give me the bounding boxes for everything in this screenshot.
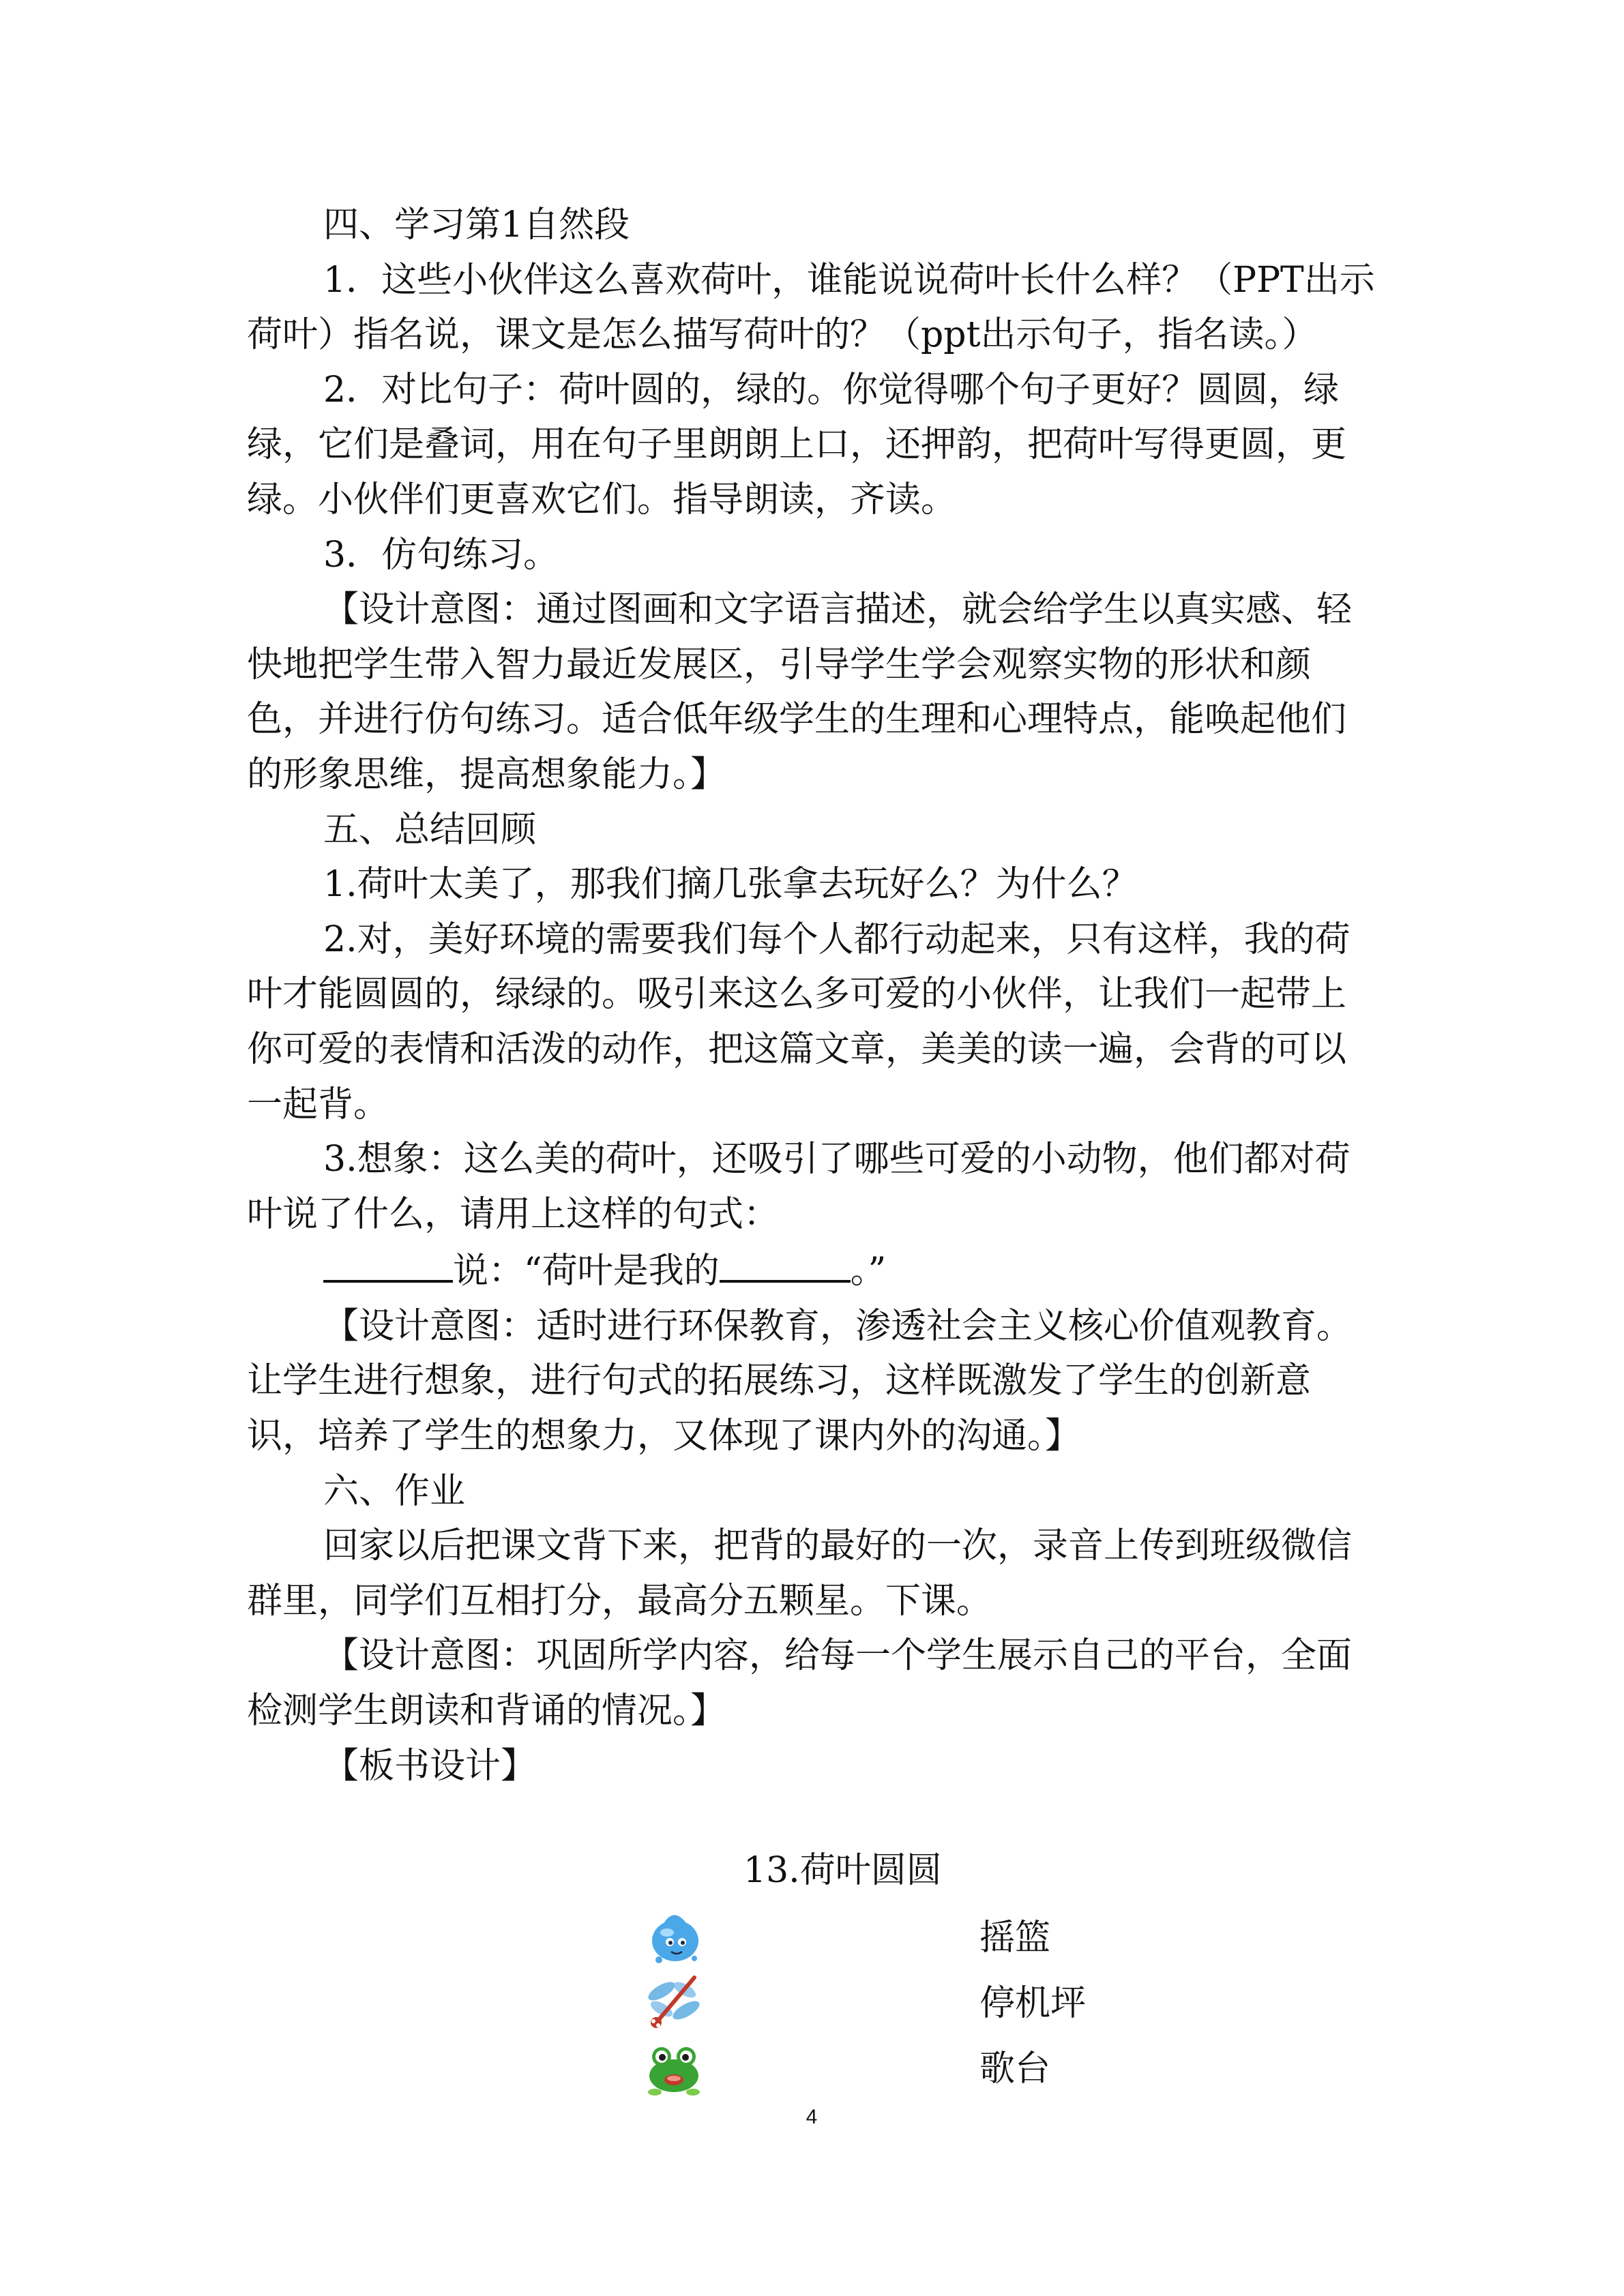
fill-blank-1 [323,1242,453,1283]
design-intent-note: 【设计意图：通过图画和文字语言描述，就会给学生以真实感、轻快地把学生带入智力最近发展区，引导学生学会观察实物的形状和颜色，并进行仿句练习。适合低年级学生的生理和心理特点，能唤起他们的形象思维，提高想象能力。】 [247,589,1353,795]
document-body [247,198,1379,1793]
board-word: 摇篮 [979,1918,1051,1958]
frog-icon [641,2033,707,2099]
paragraph: 3．仿句练习。 [323,534,559,576]
sentence-pattern-end: 。” [850,1251,887,1292]
page-number: 4 [806,2106,818,2128]
paragraph: 2.对，美好环境的需要我们每个人都行动起来，只有这样，我的荷叶才能圆圆的，绿绿的。吸引来这么多可爱的小伙伴，让我们一起带上你可爱的表情和活泼的动作，把这篇文章，美美的读一遍，会背的可以一起背。 [247,919,1350,1125]
dragonfly-icon [641,1968,707,2033]
board-title: 13.荷叶圆圆 [743,1850,942,1891]
section-heading-5: 五、总结回顾 [323,809,537,850]
sentence-pattern [247,1242,1379,1299]
water-drop-icon [641,1903,707,1968]
section-heading-6: 六、作业 [323,1470,466,1512]
board-word: 歌台 [979,2048,1051,2089]
paragraph: 3.想象：这么美的荷叶，还吸引了哪些可爱的小动物，他们都对荷叶说了什么，请用上这样的句式： [247,1139,1350,1235]
board-row [641,2033,1119,2099]
design-intent-note: 【设计意图：适时进行环保教育，渗透社会主义核心价值观教育。让学生进行想象，进行句式的拓展练习，这样既激发了学生的创新意识，培养了学生的想象力，又体现了课内外的沟通。】 [247,1305,1353,1457]
board-word: 停机坪 [979,1983,1087,2024]
board-design-heading: 【板书设计】 [323,1745,537,1787]
board-row [641,1903,1119,1968]
paragraph: 2．对比句子：荷叶圆的，绿的。你觉得哪个句子更好？圆圆，绿绿，它们是叠词，用在句子里朗朗上口，还押韵，把荷叶写得更圆，更绿。小伙伴们更喜欢它们。指导朗读，齐读。 [247,369,1347,520]
paragraph: 回家以后把课文背下来，把背的最好的一次，录音上传到班级微信群里，同学们互相打分，最高分五颗星。下课。 [247,1525,1353,1622]
board-row [641,1968,1119,2033]
sentence-pattern-middle: 说：“荷叶是我的 [453,1251,720,1292]
paragraph: 1.荷叶太美了，那我们摘几张拿去玩好么？为什么？ [323,864,1138,906]
paragraph: 1．这些小伙伴这么喜欢荷叶，谁能说说荷叶长什么样？（PPT出示荷叶）指名说，课文是怎么描写荷叶的？（ppt出示句子，指名读。） [247,259,1375,356]
section-heading-4: 四、学习第1自然段 [323,205,630,245]
design-intent-note: 【设计意图：巩固所学内容，给每一个学生展示自己的平台，全面检测学生朗读和背诵的情况。】 [247,1635,1353,1732]
fill-blank-2 [720,1242,851,1283]
